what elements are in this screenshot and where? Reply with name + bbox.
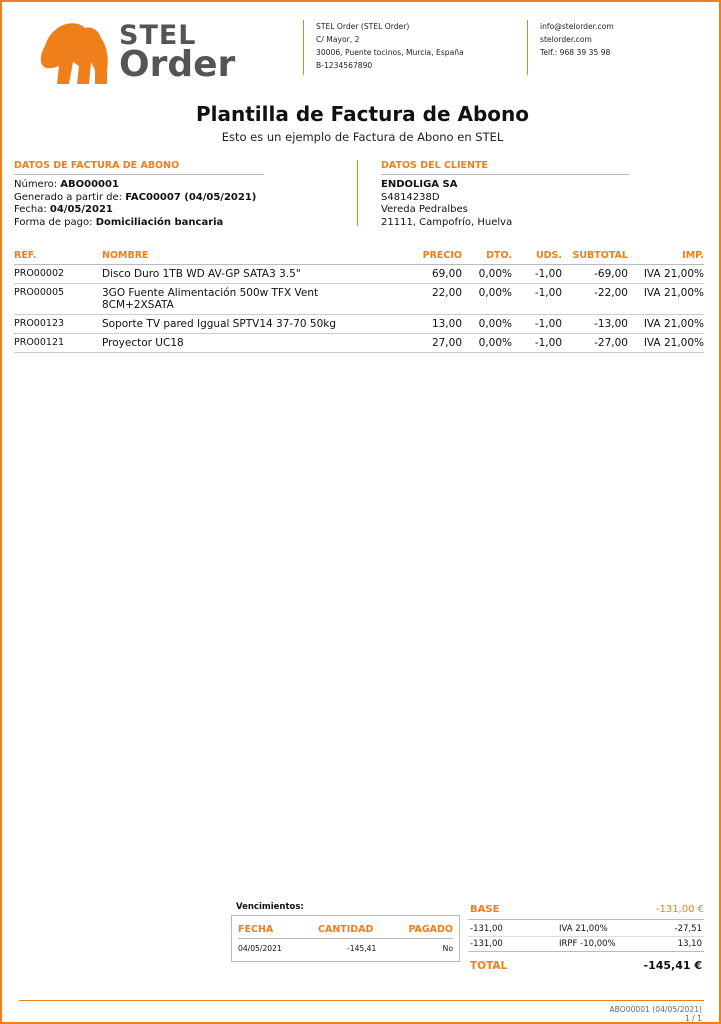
document-title: Plantilla de Factura de Abono [196,102,529,126]
company-name: STEL Order (STEL Order) [316,22,410,31]
footer-page-number: 1 / 1 [684,1014,702,1023]
tax-row-value: -27,51 [674,924,702,934]
table-row [14,334,704,353]
tax-row-label: IVA 21,00% [559,924,608,934]
cell-imp: IVA 21,00% [628,284,704,315]
due-date-value: 04/05/2021 [238,944,282,953]
tax-row-base: -131,00 [470,939,503,949]
client-rule [381,174,629,175]
generated-value: FAC00007 (04/05/2021) [125,191,257,203]
tax-rule [468,936,704,937]
client-name: ENDOLIGA SA [381,179,458,190]
due-col-amount: CANTIDAD [318,924,374,935]
gorilla-icon [39,22,109,84]
contact-web: stelorder.com [540,35,592,44]
client-tax-id: S4814238D [381,191,440,203]
cell-price: 22,00 [402,284,462,315]
cell-price: 27,00 [402,334,462,353]
cell-subtotal: -22,00 [562,284,628,315]
cell-subtotal: -69,00 [562,265,628,284]
due-rule [238,938,453,939]
section-divider [357,160,358,226]
base-label: BASE [470,904,500,915]
number-label: Número: [14,179,58,190]
company-info [316,20,464,72]
footer-doc-ref: ABO00001 (04/05/2021) [609,1005,702,1014]
document-subtitle: Esto es un ejemplo de Factura de Abono en STEL [221,130,504,144]
tax-row-base: -131,00 [470,924,503,934]
logo-text-order: Order [119,44,236,85]
invoice-data-block [14,179,256,229]
header-divider-left [303,20,304,75]
totals-block [468,904,704,964]
cell-uds: -1,00 [512,265,562,284]
col-uds: UDS. [512,250,562,265]
invoice-data-rule [14,174,264,175]
due-col-date: FECHA [238,924,274,935]
generated-label: Generado a partir de: [14,191,123,203]
header-divider-right [527,20,528,75]
due-paid-value: No [442,944,453,953]
cell-uds: -1,00 [512,315,562,334]
items-table [14,250,704,353]
due-amount-value: -145,41 [347,944,377,953]
tax-row-value: 13,10 [677,939,702,949]
col-ref: REF. [14,250,102,265]
company-contact [540,20,614,59]
invoice-data-heading: DATOS DE FACTURA DE ABONO [14,160,180,171]
company-address: C/ Mayor, 2 [316,35,360,44]
payment-value: Domiciliación bancaria [95,216,224,228]
cell-imp: IVA 21,00% [628,334,704,353]
base-value: -131,00 € [655,904,704,915]
table-row [14,315,704,334]
base-rule [468,919,704,920]
date-label: Fecha: [14,204,47,215]
col-price: PRECIO [402,250,462,265]
cell-imp: IVA 21,00% [628,315,704,334]
tax-row-label: IRPF -10,00% [559,939,616,949]
company-tax-id: B-1234567890 [316,61,373,70]
items-header-row [14,250,704,265]
col-subtotal: SUBTOTAL [562,250,628,265]
cell-name: Proyector UC18 [102,334,402,353]
footer-rule [19,1000,704,1001]
table-row [14,265,704,284]
cell-ref: PRO00121 [14,334,102,353]
cell-price: 69,00 [402,265,462,284]
cell-dto: 0,00% [462,315,512,334]
cell-name: Disco Duro 1TB WD AV-GP SATA3 3.5" [102,265,402,284]
number-value: ABO00001 [60,179,119,190]
cell-price: 13,00 [402,315,462,334]
due-col-paid: PAGADO [408,924,453,935]
cell-dto: 0,00% [462,284,512,315]
cell-name: 3GO Fuente Alimentación 500w TFX Vent 8CM+2XSATA [102,284,402,315]
col-dto: DTO. [462,250,512,265]
due-dates-box [231,915,460,962]
company-city: 30006, Puente tocinos, Murcia, España [316,48,464,57]
table-row [14,284,704,315]
client-heading: DATOS DEL CLIENTE [381,160,488,171]
stel-order-logo [39,16,239,86]
total-label: TOTAL [470,960,508,972]
client-block [381,179,512,229]
cell-subtotal: -27,00 [562,334,628,353]
cell-dto: 0,00% [462,265,512,284]
contact-email: info@stelorder.com [540,22,614,31]
cell-name: Soporte TV pared Iggual SPTV14 37-70 50kg [102,315,402,334]
total-rule [468,951,704,952]
date-value: 04/05/2021 [49,204,113,215]
cell-uds: -1,00 [512,284,562,315]
client-street: Vereda Pedralbes [381,204,468,215]
col-name: NOMBRE [102,250,402,265]
contact-phone: Telf.: 968 39 35 98 [540,48,611,57]
cell-subtotal: -13,00 [562,315,628,334]
cell-ref: PRO00005 [14,284,102,315]
cell-imp: IVA 21,00% [628,265,704,284]
cell-ref: PRO00123 [14,315,102,334]
client-city: 21111, Campofrío, Huelva [381,216,513,228]
cell-uds: -1,00 [512,334,562,353]
cell-ref: PRO00002 [14,265,102,284]
total-value: -145,41 € [643,959,702,972]
due-dates-title: Vencimientos: [236,902,304,912]
logo-text-stel: STEL [119,20,197,51]
payment-label: Forma de pago: [14,216,93,228]
cell-dto: 0,00% [462,334,512,353]
col-imp: IMP. [628,250,704,265]
